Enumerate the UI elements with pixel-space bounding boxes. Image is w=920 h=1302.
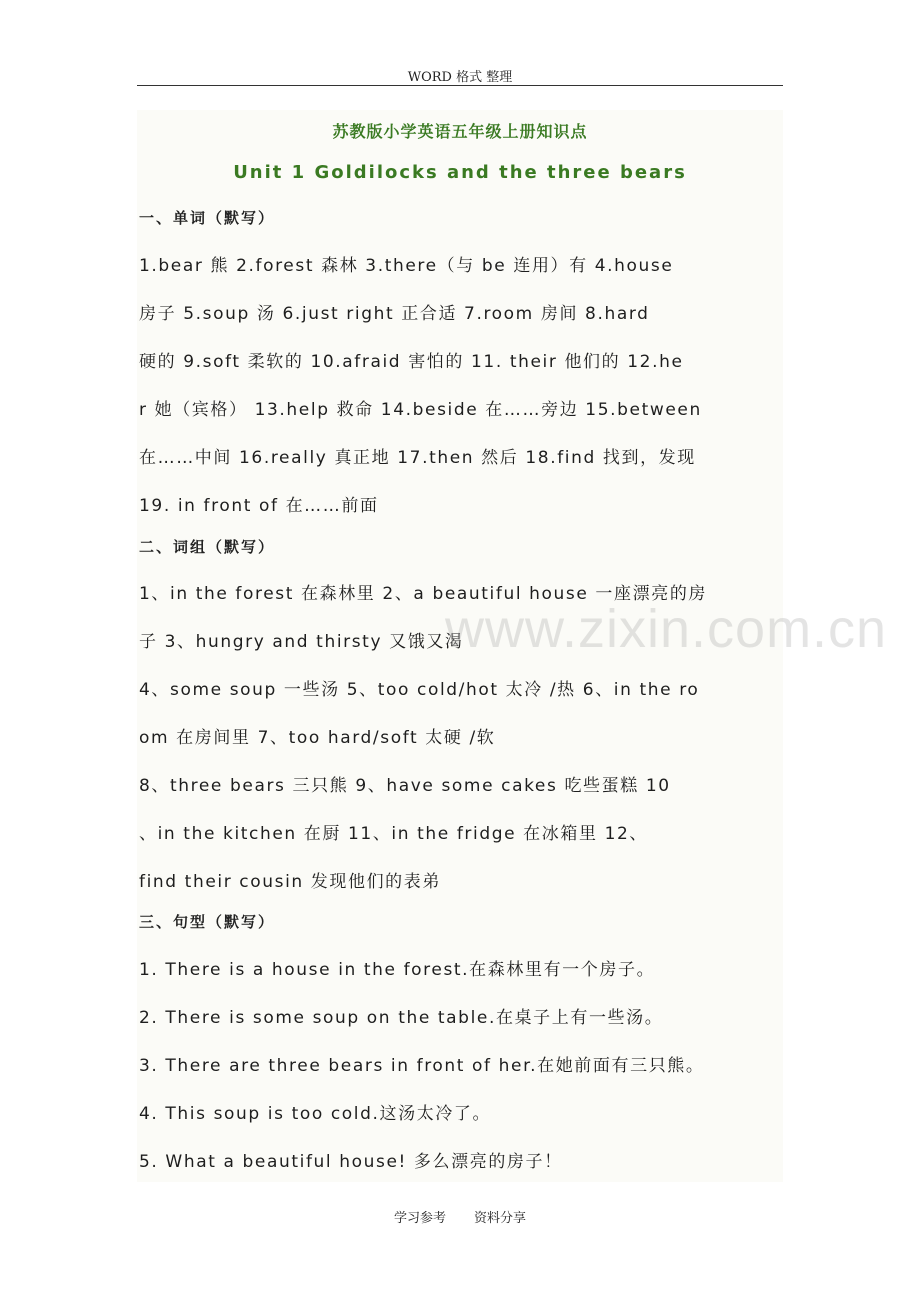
page-footer [0, 1207, 920, 1226]
phrases-line: 1、in the forest 在森林里 2、a beautiful house 一座漂亮的房 [139, 584, 708, 604]
section-heading-sentences: 三、句型（默写） [139, 913, 276, 931]
words-line: r 她（宾格） 13.help 救命 14.beside 在……旁边 15.between [139, 400, 702, 420]
words-line: 在……中间 16.really 真正地 17.then 然后 18.find 找到，发现 [139, 448, 696, 468]
words-line: 硬的 9.soft 柔软的 10.afraid 害怕的 11. their 他们的 12.he [139, 352, 684, 372]
sentence-line: 3. There are three bears in front of her.在她前面有三只熊。 [139, 1056, 705, 1076]
section-heading-words: 一、单词（默写） [139, 209, 276, 227]
phrases-line: 4、some soup 一些汤 5、too cold/hot 太冷 /热 6、in the ro [139, 680, 700, 700]
phrases-line: om 在房间里 7、too hard/soft 太硬 /软 [139, 728, 496, 748]
phrases-line: 子 3、hungry and thirsty 又饿又渴 [139, 632, 464, 652]
page-header-text: WORD 格式 整理 [407, 70, 513, 85]
words-line: 1.bear 熊 2.forest 森林 3.there（与 be 连用）有 4.house [139, 256, 674, 276]
unit-title: Unit 1 Goldilocks and the three bears [233, 162, 687, 183]
phrases-line: find their cousin 发现他们的表弟 [139, 872, 441, 892]
footer-left-text: 学习参考 [393, 1211, 446, 1226]
phrases-line: 、in the kitchen 在厨 11、in the fridge 在冰箱里 12、 [139, 824, 649, 844]
sentence-line: 5. What a beautiful house! 多么漂亮的房子！ [139, 1152, 563, 1172]
sentence-line: 4. This soup is too cold.这汤太冷了。 [139, 1104, 492, 1124]
words-line: 房子 5.soup 汤 6.just right 正合适 7.room 房间 8.hard [139, 304, 650, 324]
document-title-cn: 苏教版小学英语五年级上册知识点 [332, 122, 588, 141]
footer-right-text: 资料分享 [474, 1211, 527, 1226]
phrases-line: 8、three bears 三只熊 9、have some cakes 吃些蛋糕 10 [139, 776, 671, 796]
header-rule [137, 85, 783, 86]
sentence-line: 1. There is a house in the forest.在森林里有一个房子。 [139, 960, 656, 980]
watermark: www.zixin.com.cn [445, 599, 888, 659]
sentence-line: 2. There is some soup on the table.在桌子上有一些汤。 [139, 1008, 664, 1028]
section-heading-phrases: 二、词组（默写） [139, 538, 276, 556]
words-line: 19. in front of 在……前面 [139, 496, 379, 516]
